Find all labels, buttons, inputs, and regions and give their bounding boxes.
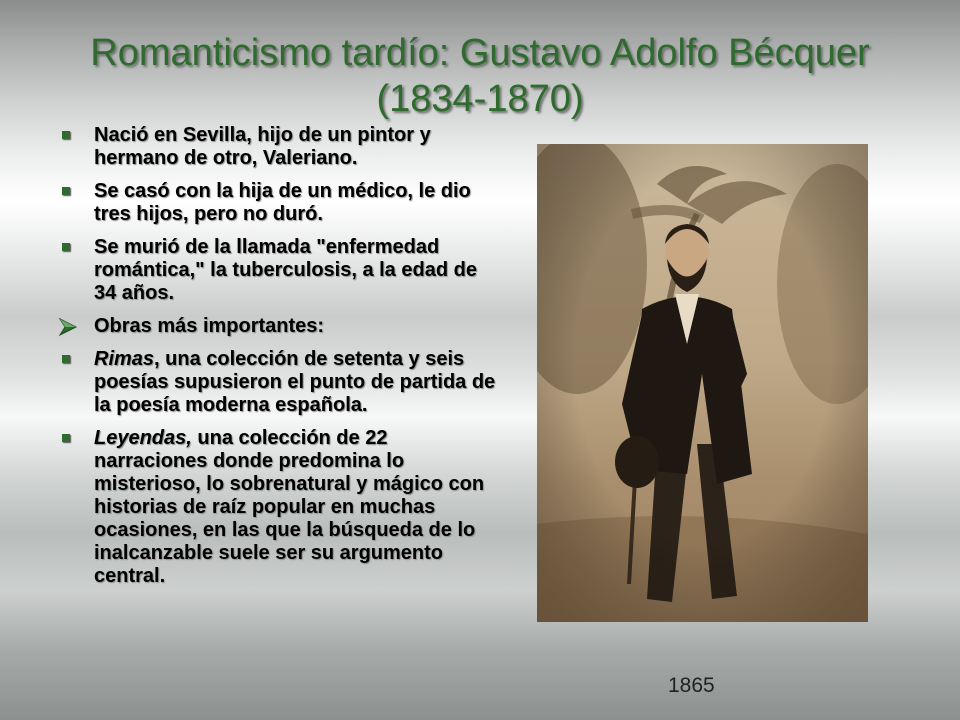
arrow-bullet-icon (58, 317, 78, 337)
bullet-italic-title: Rimas (94, 348, 155, 370)
photo-caption: 1865 (668, 674, 715, 697)
square-bullet-icon (62, 434, 70, 442)
bullet-list (58, 124, 498, 598)
bullet-text: Obras más importantes: (94, 315, 325, 337)
bullet-item (58, 124, 498, 170)
bullet-text: Nació en Sevilla, hijo de un pintor y hermano de otro, Valeriano. (94, 124, 431, 169)
square-bullet-icon (62, 187, 70, 195)
bullet-text: Se casó con la hija de un médico, le dio tres hijos, pero no duró. (94, 180, 471, 225)
portrait-illustration (537, 144, 868, 622)
bullet-item (58, 315, 498, 338)
slide-title: Romanticismo tardío: Gustavo Adolfo Bécquer (1834-1870) (90, 32, 870, 120)
bullet-text: una colección de 22 narraciones donde predomina lo misterioso, lo sobrenatural y mágico con historias de raíz popular en muchas ocasiones, en las que la búsqueda de lo inalcanzable suele ser su argumento central. (94, 427, 485, 587)
bullet-item (58, 427, 498, 588)
bullet-text: , una colección de setenta y seis poesías supusieron el punto de partida de la poesía moderna española. (94, 348, 496, 416)
bullet-italic-title: Leyendas, (94, 427, 192, 449)
bullet-item (58, 348, 498, 417)
square-bullet-icon (62, 243, 70, 251)
portrait-photo (537, 144, 868, 622)
bullet-item (58, 236, 498, 305)
bullet-text: Se murió de la llamada "enfermedad romántica," la tuberculosis, a la edad de 34 años. (94, 236, 477, 304)
bullet-item (58, 180, 498, 226)
square-bullet-icon (62, 355, 70, 363)
square-bullet-icon (62, 131, 70, 139)
